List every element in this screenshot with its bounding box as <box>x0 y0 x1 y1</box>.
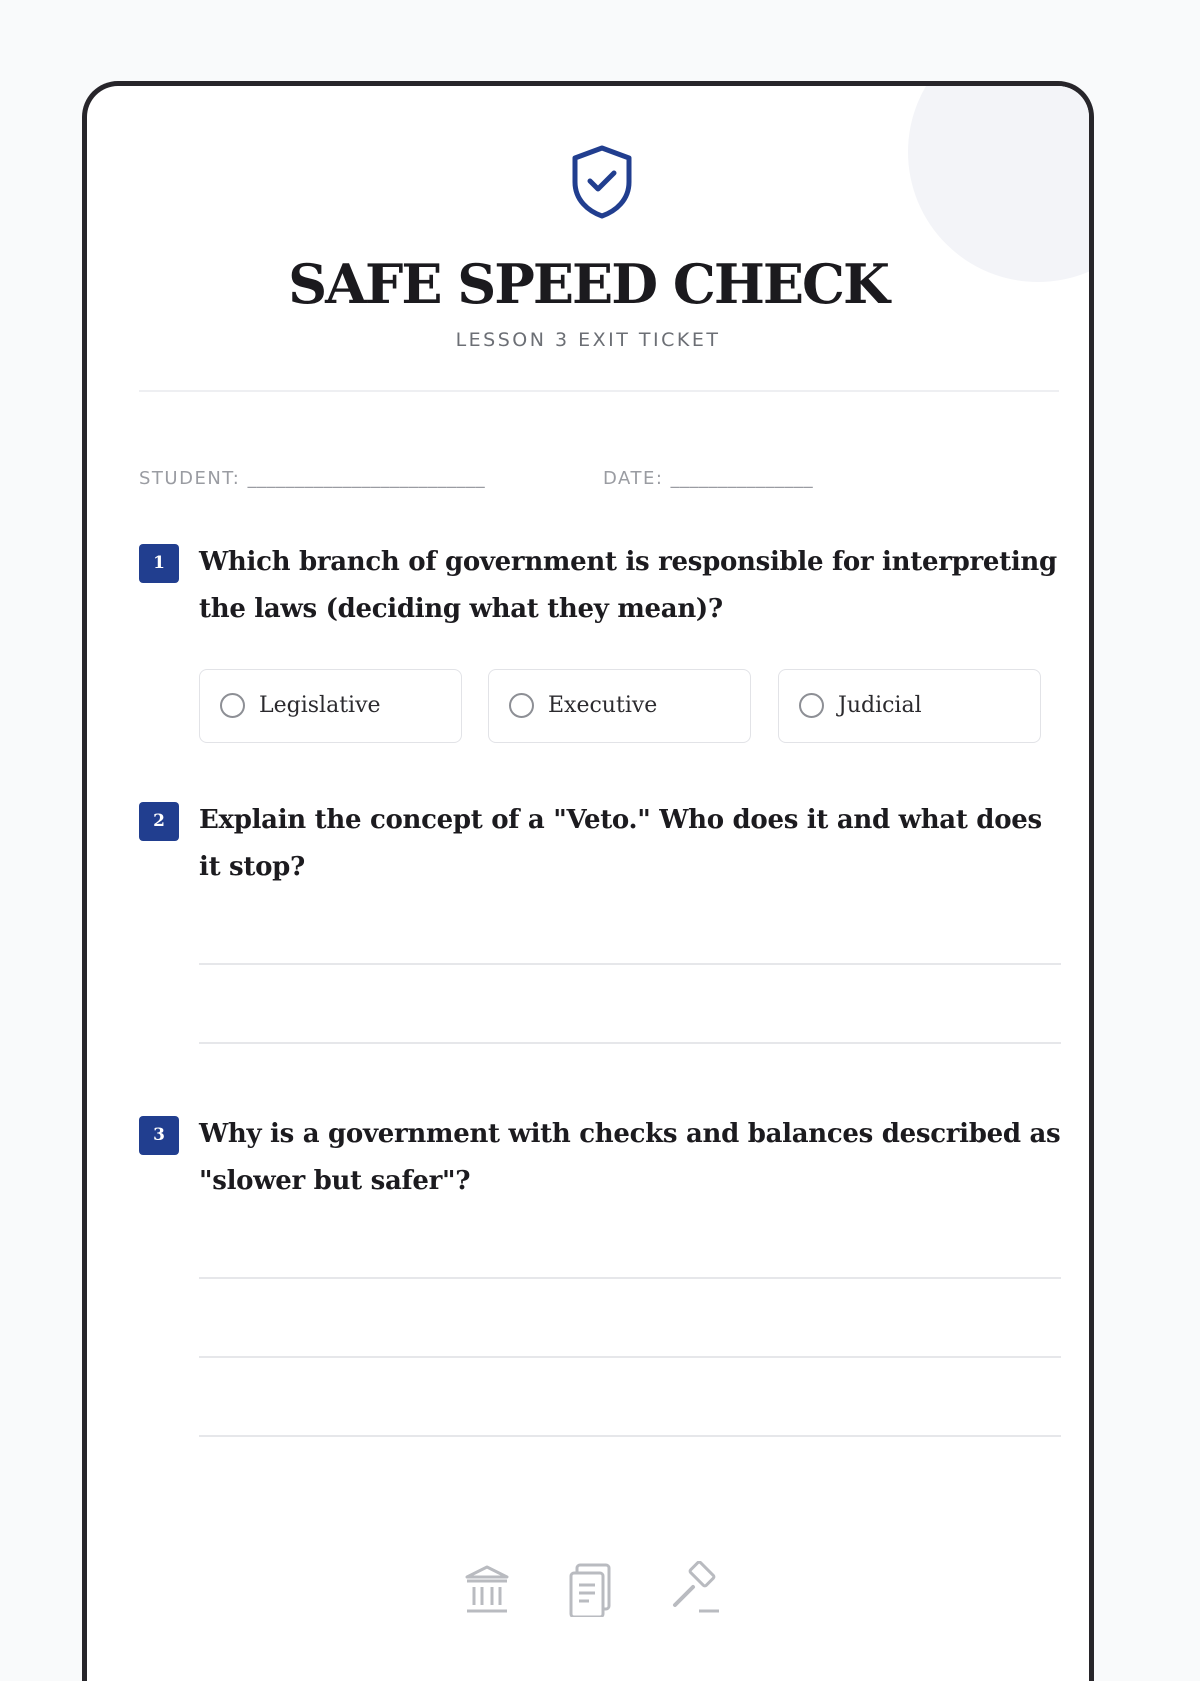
question-text: Which branch of government is responsible for interpreting the laws (deciding what they mean)? <box>199 547 1057 624</box>
date-label: DATE: <box>603 468 664 489</box>
option-executive[interactable] <box>488 669 751 743</box>
question-text: Explain the concept of a "Veto." Who does it and what does it stop? <box>199 805 1042 882</box>
answer-line[interactable] <box>199 1356 1061 1358</box>
question-number-badge: 2 <box>139 802 179 841</box>
radio-button[interactable] <box>799 693 824 718</box>
option-judicial[interactable] <box>778 669 1041 743</box>
shield-check-icon <box>569 144 635 220</box>
question-number-badge: 3 <box>139 1116 179 1155</box>
capitol-icon <box>463 1561 511 1617</box>
radio-button[interactable] <box>220 693 245 718</box>
answer-line[interactable] <box>199 963 1061 965</box>
exit-ticket-card <box>82 81 1094 1681</box>
divider <box>139 390 1059 392</box>
radio-button[interactable] <box>509 693 534 718</box>
corner-decoration <box>908 81 1094 282</box>
gavel-icon <box>669 1561 725 1617</box>
question-number-badge: 1 <box>139 544 179 583</box>
question-text: Why is a government with checks and balances described as "slower but safer"? <box>199 1119 1061 1196</box>
answer-options <box>199 669 1061 745</box>
student-label: STUDENT: <box>139 468 241 489</box>
page-subtitle: LESSON 3 EXIT TICKET <box>455 329 721 351</box>
date-field[interactable] <box>603 468 813 489</box>
answer-line[interactable] <box>199 1277 1061 1279</box>
footer-icons <box>463 1561 733 1621</box>
option-label: Judicial <box>838 693 922 718</box>
date-line[interactable]: _______________ <box>670 468 814 489</box>
answer-line[interactable] <box>199 1042 1061 1044</box>
student-line[interactable]: _________________________ <box>247 468 486 489</box>
option-label: Legislative <box>259 693 381 718</box>
answer-line[interactable] <box>199 1435 1061 1437</box>
option-legislative[interactable] <box>199 669 462 743</box>
document-icon <box>567 1561 619 1617</box>
student-field[interactable] <box>139 468 485 489</box>
page-title: SAFE SPEED CHECK <box>288 252 888 316</box>
option-label: Executive <box>548 693 658 718</box>
